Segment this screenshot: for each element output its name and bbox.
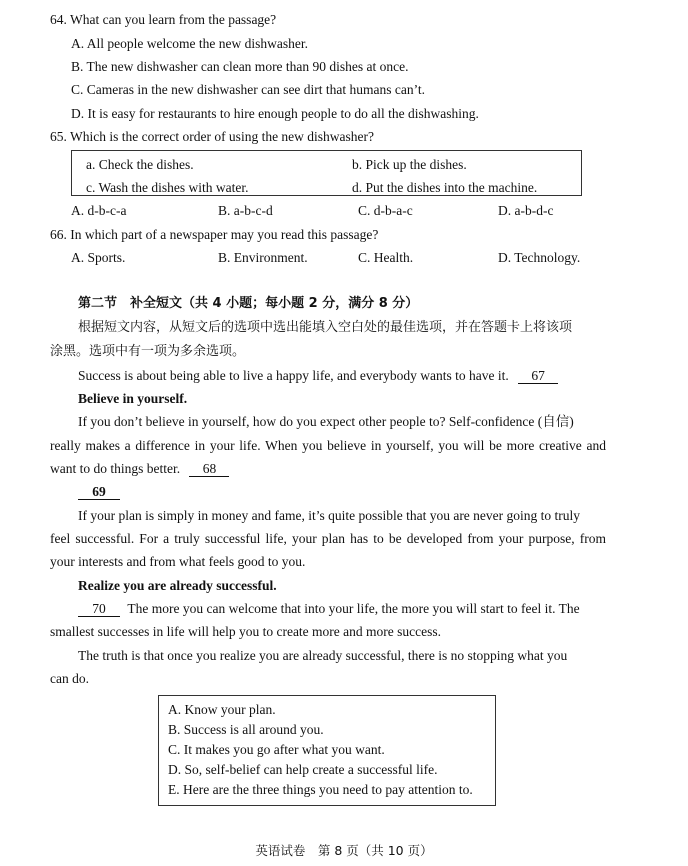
- choice-e: E. Here are the three things you need to pay attention to.: [168, 782, 473, 797]
- question-64-option-d: D. It is easy for restaurants to hire enough people to do all the dishwashing.: [71, 106, 479, 121]
- question-65-option-c: C. d-b-a-c: [358, 203, 413, 218]
- question-65-option-a: A. d-b-c-a: [71, 203, 127, 218]
- passage-heading-believe: Believe in yourself.: [78, 391, 188, 406]
- question-65-steps-box: [71, 150, 582, 196]
- passage-p3-line3: your interests and from what feels good to you.: [50, 554, 306, 569]
- step-b: b. Pick up the dishes.: [352, 157, 467, 172]
- blank-67: 67: [518, 369, 558, 384]
- blank-68: 68: [189, 462, 229, 477]
- choice-b: B. Success is all around you.: [168, 722, 324, 737]
- choice-a: A. Know your plan.: [168, 702, 276, 717]
- question-66-option-b: B. Environment.: [218, 250, 308, 265]
- blank-70: 70: [78, 602, 120, 617]
- step-d: d. Put the dishes into the machine.: [352, 180, 538, 195]
- question-66-option-a: A. Sports.: [71, 250, 126, 265]
- passage-p1-text: Success is about being able to live a happy life, and everybody wants to have it.: [78, 368, 509, 383]
- passage-p2-line3-wrap: [50, 462, 229, 477]
- passage-p5-line2: can do.: [50, 671, 89, 686]
- passage-p2-line1: If you don’t believe in yourself, how do you expect other people to? Self-confidence (自信): [78, 414, 574, 429]
- section-instruction-line1: 根据短文内容，从短文后的选项中选出能填入空白处的最佳选项，并在答题卡上将该项: [78, 320, 573, 335]
- choices-box: [158, 695, 496, 806]
- question-66-stem: 66. In which part of a newspaper may you read this passage?: [50, 227, 379, 242]
- question-64-option-a: A. All people welcome the new dishwasher.: [71, 36, 308, 51]
- question-65-option-b: B. a-b-c-d: [218, 203, 273, 218]
- section-instruction-line2: 涂黑。选项中有一项为多余选项。: [50, 344, 246, 359]
- step-a: a. Check the dishes.: [86, 157, 194, 172]
- passage-heading-realize: Realize you are already successful.: [78, 578, 277, 593]
- passage-p4-line1: The more you can welcome that into your life, the more you will start to feel it. The: [127, 601, 580, 616]
- passage-p3-line2: feel successful. For a truly successful life, your plan has to be developed from your purpose, from: [50, 531, 606, 546]
- passage-p3-line1: If your plan is simply in money and fame, it’s quite possible that you are never going to truly: [78, 508, 581, 523]
- passage-p5-line1: The truth is that once you realize you are already successful, there is no stopping what you: [78, 648, 568, 663]
- question-64-stem: 64. What can you learn from the passage?: [50, 12, 277, 27]
- question-64-option-b: B. The new dishwasher can clean more than 90 dishes at once.: [71, 59, 409, 74]
- question-66-option-c: C. Health.: [358, 250, 414, 265]
- passage-paragraph-1: [78, 369, 558, 384]
- section-heading: 第二节 补全短文（共 4 小题；每小题 2 分，满分 8 分）: [78, 296, 419, 311]
- step-c: c. Wash the dishes with water.: [86, 180, 249, 195]
- passage-p4-line2: smallest successes in life will help you to create more and more success.: [50, 624, 442, 639]
- passage-p2-line2: really makes a difference in your life. When you believe in yourself, you will be more creative and: [50, 438, 606, 453]
- question-65-stem: 65. Which is the correct order of using the new dishwasher?: [50, 129, 375, 144]
- blank-69-wrap: [78, 485, 120, 500]
- choice-c: C. It makes you go after what you want.: [168, 742, 385, 757]
- passage-p4-line1-wrap: [78, 602, 606, 617]
- choice-d: D. So, self-belief can help create a successful life.: [168, 762, 438, 777]
- blank-69: 69: [78, 485, 120, 500]
- page-footer: 英语试卷 第 8 页（共 10 页）: [255, 843, 433, 858]
- question-64-option-c: C. Cameras in the new dishwasher can see dirt that humans can’t.: [71, 82, 426, 97]
- passage-p2-line3: want to do things better.: [50, 461, 181, 476]
- question-65-option-d: D. a-b-d-c: [498, 203, 554, 218]
- question-66-option-d: D. Technology.: [498, 250, 581, 265]
